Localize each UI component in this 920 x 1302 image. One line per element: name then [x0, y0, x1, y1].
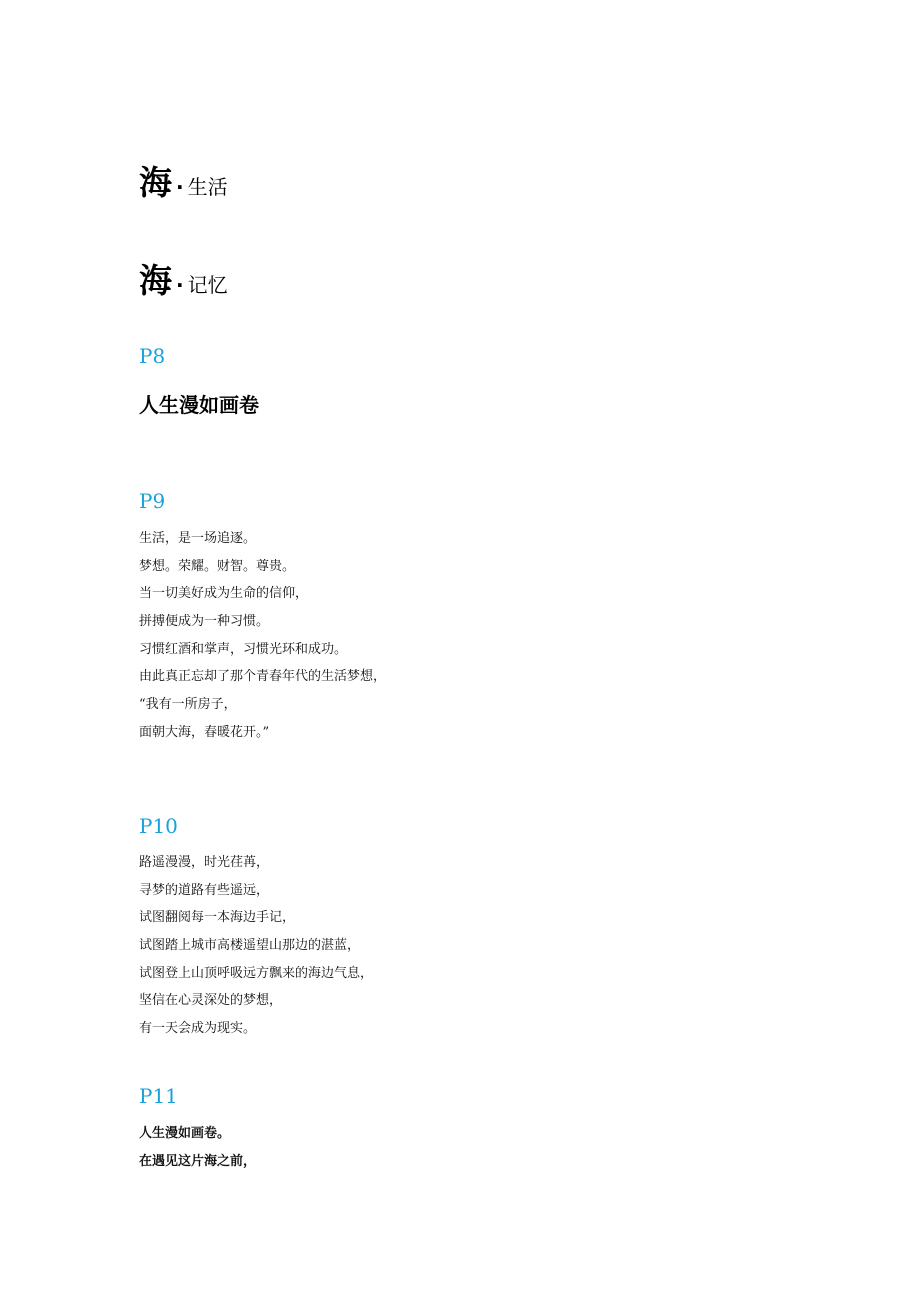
poem-line: 拼搏便成为一种习惯。: [139, 614, 270, 630]
page-label-p8: P8: [139, 344, 166, 368]
poem-line: 试图踏上城市高楼遥望山那边的湛蓝，: [139, 938, 361, 954]
poem-p10: [139, 849, 373, 1043]
page-label-p11: P11: [139, 1084, 178, 1108]
heading-sea-memory: [139, 261, 228, 301]
poem-line: 人生漫如画卷。: [139, 1126, 231, 1141]
heading-subtitle: 记忆: [187, 273, 228, 297]
poem-line: 路遥漫漫，时光荏苒，: [139, 855, 270, 870]
heading-big-char: 海: [139, 261, 172, 300]
heading-separator: ·: [176, 273, 184, 297]
poem-line: 试图翻阅每一本海边手记，: [139, 910, 296, 926]
page-label-p9: P9: [139, 489, 166, 513]
poem-line: 寻梦的道路有些遥远，: [139, 882, 270, 898]
heading-subtitle: 生活: [187, 175, 228, 199]
heading-separator: ·: [176, 175, 184, 199]
poem-line: 由此真正忘却了那个青春年代的生活梦想，: [139, 669, 387, 685]
poem-line: 有一天会成为现实。: [139, 1021, 257, 1037]
heading-big-char: 海: [139, 163, 172, 202]
poem-line: 坚信在心灵深处的梦想，: [139, 993, 283, 1009]
section-title: 人生漫如画卷: [139, 393, 259, 417]
poem-p9: [139, 525, 386, 747]
poem-p11: [139, 1120, 256, 1175]
page-label-p10: P10: [139, 814, 178, 838]
poem-line: 生活，是一场追逐。: [139, 531, 257, 546]
document-page: [139, 0, 839, 1302]
poem-line: “我有一所房子，: [139, 697, 237, 713]
poem-line: 习惯红酒和掌声，习惯光环和成功。: [139, 641, 348, 657]
poem-line: 梦想。荣耀。财智。尊贵。: [139, 558, 296, 574]
poem-line: 试图登上山顶呼吸远方飘来的海边气息，: [139, 965, 374, 981]
poem-line: 当一切美好成为生命的信仰，: [139, 586, 309, 602]
poem-line: 在遇见这片海之前，: [139, 1153, 257, 1169]
poem-line: 面朝大海，春暖花开。”: [139, 724, 270, 740]
heading-sea-life: [139, 163, 228, 203]
